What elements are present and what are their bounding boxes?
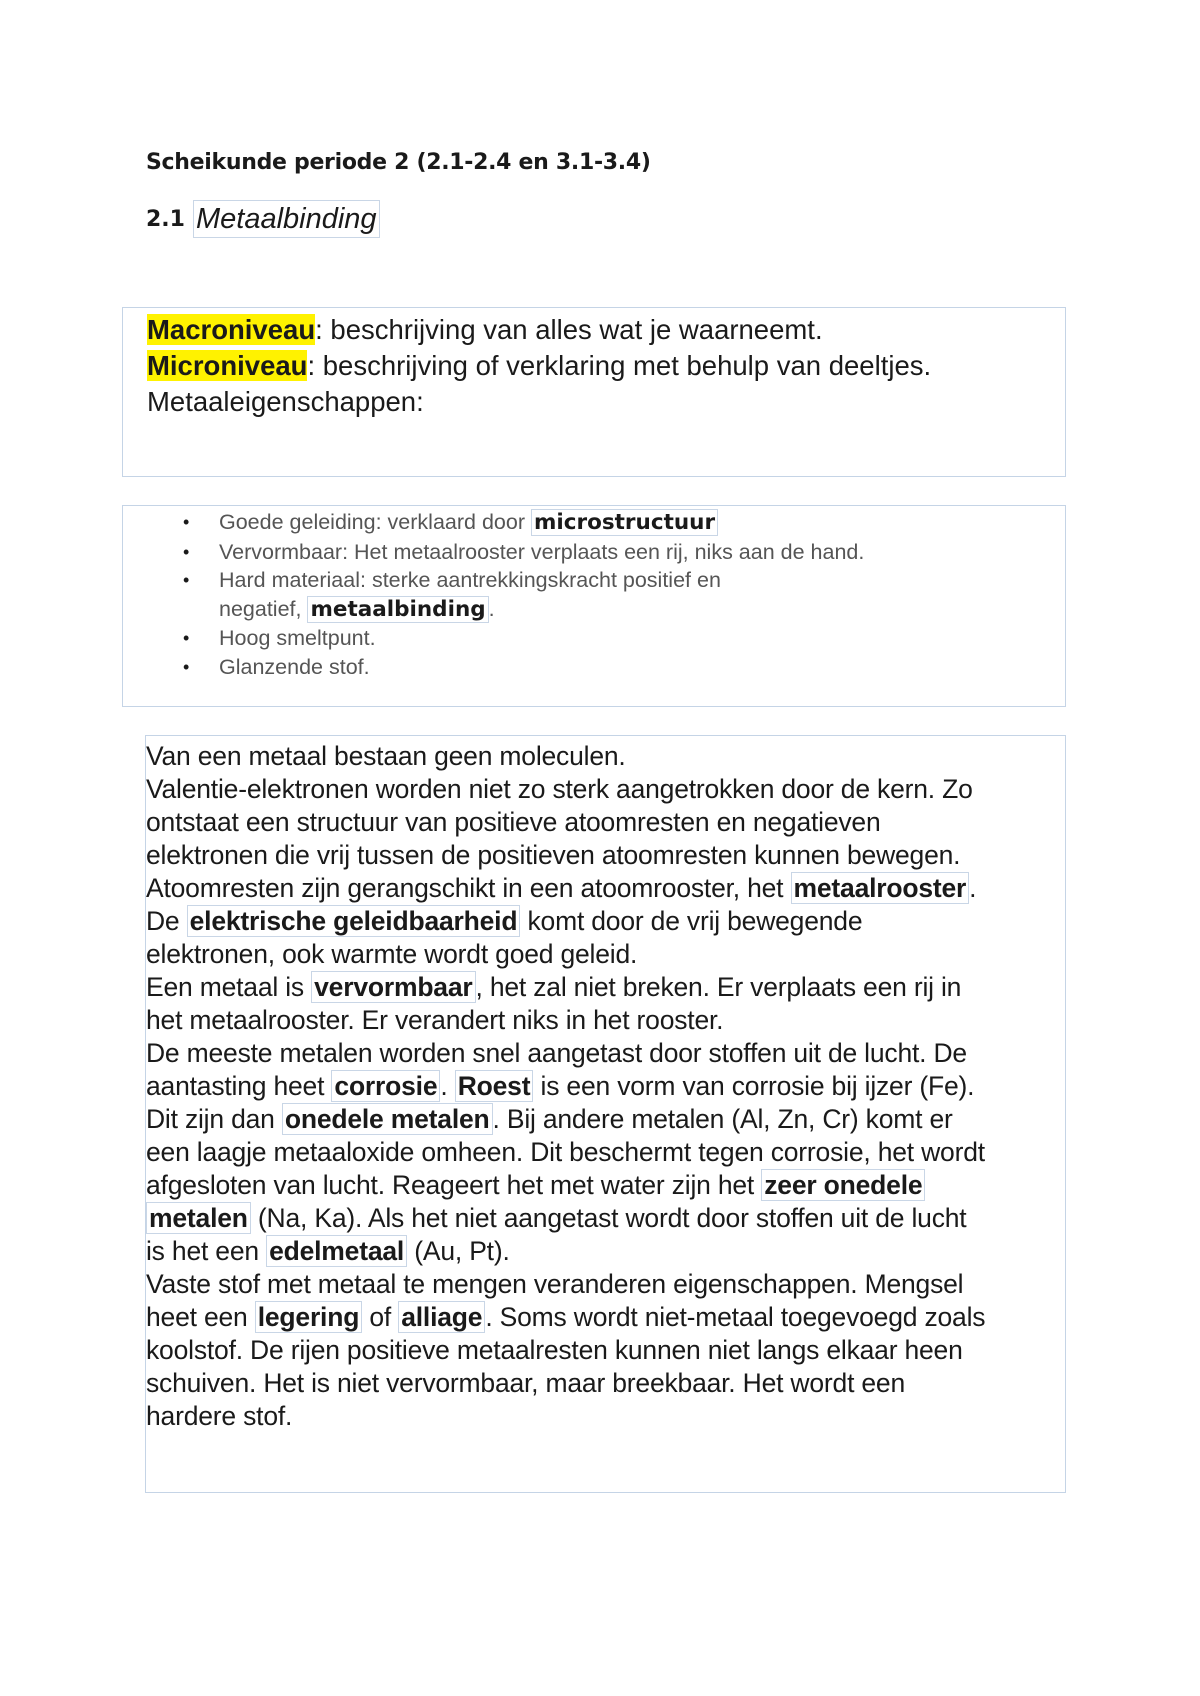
bullet-icon: • <box>183 628 190 648</box>
micro-term: Microniveau <box>147 350 308 381</box>
text-span: . <box>969 873 977 903</box>
key-term: onedele metalen <box>282 1103 493 1135</box>
item-text: Glanzende stof. <box>219 654 370 679</box>
text-line: De meeste metalen worden snel aangetast door stoffen uit de lucht. De <box>146 1038 967 1068</box>
document-title: Scheikunde periode 2 (2.1-2.4 en 3.1-3.4) <box>146 150 651 175</box>
bullet-icon: • <box>183 512 190 532</box>
section-title: Metaalbinding <box>193 200 380 238</box>
bullet-icon: • <box>183 541 190 562</box>
text-line: koolstof. De rijen positieve metaalresten kunnen niet langs elkaar heen <box>146 1335 963 1365</box>
text-line <box>146 1169 1065 1202</box>
key-term: metaalbinding <box>307 596 488 623</box>
list-item <box>123 624 1065 653</box>
text-span: afgesloten van lucht. Reageert het met water zijn het <box>146 1170 762 1200</box>
text-line: Van een metaal bestaan geen moleculen. <box>146 741 626 771</box>
item-text: Vervormbaar: Het metaalrooster verplaats een rij, niks aan de hand. <box>219 539 865 564</box>
section-heading <box>146 200 380 238</box>
key-term: vervormbaar <box>311 971 475 1003</box>
macro-line <box>147 312 1065 348</box>
properties-list <box>123 508 1065 681</box>
text-span: Atoomresten zijn gerangschikt in een atoomrooster, het <box>146 873 791 903</box>
macro-term: Macroniveau <box>147 314 316 345</box>
text-line <box>146 1103 1065 1136</box>
properties-label: Metaaleigenschappen: <box>147 386 424 417</box>
text-line <box>146 1235 1065 1268</box>
text-span: . Soms wordt niet-metaal toegevoegd zoals <box>485 1302 986 1332</box>
item-text: negatief, <box>219 596 308 621</box>
key-term: corrosie <box>331 1070 440 1102</box>
text-span: heet een <box>146 1302 255 1332</box>
item-text: Hard materiaal: sterke aantrekkingskracht positief en <box>219 568 721 592</box>
micro-text: : beschrijving of verklaring met behulp van deeltjes. <box>307 350 932 381</box>
text-line: schuiven. Het is niet vervormbaar, maar breekbaar. Het wordt een <box>146 1368 906 1398</box>
list-item <box>123 653 1065 682</box>
text-line <box>146 1202 1065 1235</box>
text-line <box>146 1301 1065 1334</box>
item-text: Hoog smeltpunt. <box>219 626 376 650</box>
section-number: 2.1 <box>146 206 185 232</box>
text-line: Vaste stof met metaal te mengen veranderen eigenschappen. Mengsel <box>146 1269 964 1299</box>
key-term: metaalrooster <box>791 872 970 904</box>
key-term: alliage <box>398 1301 485 1333</box>
text-line: hardere stof. <box>146 1401 293 1431</box>
item-text: Goede geleiding: verklaard door <box>219 510 531 534</box>
key-term: edelmetaal <box>266 1235 407 1267</box>
text-line <box>146 1070 1065 1103</box>
bullet-icon: • <box>183 570 190 590</box>
text-span: Een metaal is <box>146 972 312 1002</box>
key-term: Roest <box>455 1070 534 1102</box>
text-span: . <box>440 1071 455 1101</box>
text-span: is een vorm van corrosie bij ijzer (Fe). <box>533 1071 975 1101</box>
text-line <box>146 971 1065 1004</box>
definitions-box <box>122 307 1066 477</box>
list-item <box>123 508 1065 538</box>
key-term: elektrische geleidbaarheid <box>187 905 521 937</box>
text-span: , het zal niet breken. Er verplaats een rij in <box>475 972 962 1002</box>
key-term: microstructuur <box>531 509 718 536</box>
text-line: elektronen, ook warmte wordt goed geleid. <box>146 939 638 969</box>
list-item <box>123 566 1065 624</box>
bullet-icon: • <box>183 656 190 677</box>
macro-text: : beschrijving van alles wat je waarneemt. <box>315 314 823 345</box>
text-line: ontstaat een structuur van positieve atoomresten en negatieven <box>146 807 881 837</box>
text-span: is het een <box>146 1236 267 1266</box>
micro-line <box>147 348 1065 384</box>
text-span: (Na, Ka). Als het niet aangetast wordt door stoffen uit de lucht <box>250 1203 967 1233</box>
text-line <box>146 872 1065 905</box>
key-term: metalen <box>146 1202 251 1234</box>
explanation-box <box>145 735 1066 1493</box>
key-term: zeer onedele <box>761 1169 925 1201</box>
text-line: Valentie-elektronen worden niet zo sterk aangetrokken door de kern. Zo <box>146 774 973 804</box>
text-span: Dit zijn dan <box>146 1104 282 1134</box>
text-line <box>146 905 1065 938</box>
list-item <box>123 538 1065 567</box>
text-span: of <box>362 1302 399 1332</box>
text-span: aantasting heet <box>146 1071 332 1101</box>
text-span: (Au, Pt). <box>407 1236 510 1266</box>
text-span: De <box>146 906 187 936</box>
text-line: het metaalrooster. Er verandert niks in het rooster. <box>146 1005 724 1035</box>
properties-box <box>122 505 1066 707</box>
text-span: komt door de vrij bewegende <box>520 906 863 936</box>
text-span: . Bij andere metalen (Al, Zn, Cr) komt er <box>492 1104 953 1134</box>
key-term: legering <box>255 1301 362 1333</box>
text-line: een laagje metaaloxide omheen. Dit beschermt tegen corrosie, het wordt <box>146 1137 985 1167</box>
text-line: elektronen die vrij tussen de positieven atoomresten kunnen bewegen. <box>146 840 961 870</box>
item-text: . <box>488 596 495 621</box>
